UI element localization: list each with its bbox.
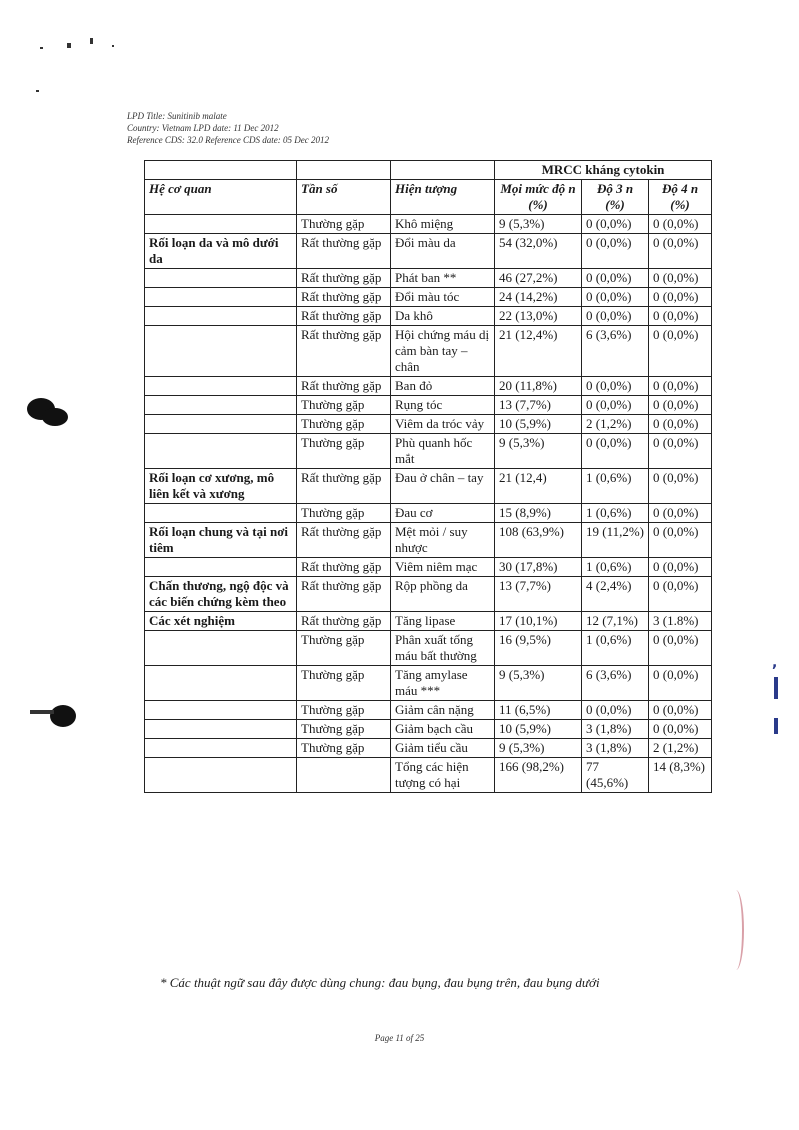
table-row — [145, 215, 712, 234]
table-row — [145, 234, 712, 269]
blank-header-cell — [297, 161, 391, 180]
table-row — [145, 612, 712, 631]
grade3-cell: 19 (11,2%) — [582, 523, 649, 558]
grade4-cell: 14 (8,3%) — [649, 758, 712, 793]
frequency-cell: Thường gặp — [297, 701, 391, 720]
table-row — [145, 415, 712, 434]
frequency-cell: Rất thường gặp — [297, 307, 391, 326]
grade3-cell: 0 (0,0%) — [582, 396, 649, 415]
blank-header-cell — [391, 161, 495, 180]
frequency-cell: Rất thường gặp — [297, 523, 391, 558]
organ-cell — [145, 631, 297, 666]
all-grades-cell: 13 (7,7%) — [495, 577, 582, 612]
frequency-cell: Rất thường gặp — [297, 377, 391, 396]
table-group-header-row — [145, 161, 712, 180]
grade4-cell: 0 (0,0%) — [649, 504, 712, 523]
organ-cell — [145, 758, 297, 793]
organ-cell — [145, 269, 297, 288]
grade3-cell: 6 (3,6%) — [582, 666, 649, 701]
grade4-cell: 3 (1.8%) — [649, 612, 712, 631]
organ-cell — [145, 396, 297, 415]
grade3-cell: 0 (0,0%) — [582, 377, 649, 396]
grade4-cell: 0 (0,0%) — [649, 631, 712, 666]
footnote: * Các thuật ngữ sau đây được dùng chung: đau bụng, đau bụng trên, đau bụng dưới — [160, 975, 600, 990]
grade3-cell: 12 (7,1%) — [582, 612, 649, 631]
grade4-cell: 0 (0,0%) — [649, 415, 712, 434]
all-grades-cell: 9 (5,3%) — [495, 739, 582, 758]
organ-cell: Rối loạn cơ xương, mô liên kết và xương — [145, 469, 297, 504]
event-cell: Phù quanh hốc mắt — [391, 434, 495, 469]
event-cell: Giảm cân nặng — [391, 701, 495, 720]
organ-cell: Chấn thương, ngộ độc và các biến chứng kèm theo — [145, 577, 297, 612]
all-grades-cell: 16 (9,5%) — [495, 631, 582, 666]
event-cell: Đổi màu tóc — [391, 288, 495, 307]
event-cell: Viêm da tróc vảy — [391, 415, 495, 434]
grade3-cell: 0 (0,0%) — [582, 701, 649, 720]
frequency-cell: Thường gặp — [297, 720, 391, 739]
frequency-cell — [297, 758, 391, 793]
table-row — [145, 720, 712, 739]
margin-mark — [774, 718, 778, 734]
header-title: LPD Title: Sunitinib malate — [127, 111, 227, 121]
organ-cell — [145, 434, 297, 469]
event-cell: Tăng amylase máu *** — [391, 666, 495, 701]
all-grades-cell: 21 (12,4%) — [495, 326, 582, 377]
margin-mark — [774, 677, 778, 699]
event-cell: Giảm bạch cầu — [391, 720, 495, 739]
table-column-header-row — [145, 180, 712, 215]
scan-speck — [36, 90, 39, 92]
table-row — [145, 469, 712, 504]
table-row — [145, 739, 712, 758]
all-grades-cell: 17 (10,1%) — [495, 612, 582, 631]
grade3-cell: 6 (3,6%) — [582, 326, 649, 377]
col-header-event: Hiện tượng — [391, 180, 495, 215]
adverse-events-table — [144, 160, 712, 793]
grade3-cell: 0 (0,0%) — [582, 434, 649, 469]
organ-cell — [145, 415, 297, 434]
grade4-cell: 0 (0,0%) — [649, 307, 712, 326]
event-cell: Tổng các hiện tượng có hại — [391, 758, 495, 793]
red-ink-stroke — [728, 890, 744, 970]
table-row — [145, 504, 712, 523]
grade4-cell: 0 (0,0%) — [649, 396, 712, 415]
col-header-grade4: Độ 4 n (%) — [649, 180, 712, 215]
all-grades-cell: 13 (7,7%) — [495, 396, 582, 415]
event-cell: Tăng lipase — [391, 612, 495, 631]
page-number: Page 11 of 25 — [374, 1033, 425, 1043]
col-header-grade3: Độ 3 n (%) — [582, 180, 649, 215]
grade3-cell: 0 (0,0%) — [582, 215, 649, 234]
all-grades-cell: 22 (13,0%) — [495, 307, 582, 326]
grade4-cell: 0 (0,0%) — [649, 326, 712, 377]
scan-speck — [40, 47, 43, 49]
all-grades-cell: 54 (32,0%) — [495, 234, 582, 269]
grade3-cell: 0 (0,0%) — [582, 307, 649, 326]
table-row — [145, 701, 712, 720]
grade3-cell: 1 (0,6%) — [582, 631, 649, 666]
grade3-cell: 1 (0,6%) — [582, 558, 649, 577]
frequency-cell: Rất thường gặp — [297, 558, 391, 577]
event-cell: Phát ban ** — [391, 269, 495, 288]
grade4-cell: 0 (0,0%) — [649, 434, 712, 469]
event-cell: Hội chứng máu dị cảm bàn tay – chân — [391, 326, 495, 377]
table-row — [145, 758, 712, 793]
all-grades-cell: 10 (5,9%) — [495, 415, 582, 434]
grade3-cell: 0 (0,0%) — [582, 288, 649, 307]
grade3-cell: 77 (45,6%) — [582, 758, 649, 793]
table-row — [145, 307, 712, 326]
grade3-cell: 1 (0,6%) — [582, 469, 649, 504]
scan-speck — [112, 45, 114, 47]
all-grades-cell: 21 (12,4) — [495, 469, 582, 504]
event-cell: Mệt mỏi / suy nhược — [391, 523, 495, 558]
organ-cell — [145, 504, 297, 523]
event-cell: Da khô — [391, 307, 495, 326]
group-header: MRCC kháng cytokin — [495, 161, 712, 180]
grade4-cell: 0 (0,0%) — [649, 523, 712, 558]
punch-hole-mark — [42, 408, 68, 426]
frequency-cell: Thường gặp — [297, 396, 391, 415]
frequency-cell: Thường gặp — [297, 666, 391, 701]
grade4-cell: 0 (0,0%) — [649, 701, 712, 720]
all-grades-cell: 9 (5,3%) — [495, 666, 582, 701]
frequency-cell: Rất thường gặp — [297, 577, 391, 612]
organ-cell — [145, 215, 297, 234]
frequency-cell: Thường gặp — [297, 631, 391, 666]
event-cell: Rộp phồng da — [391, 577, 495, 612]
event-cell: Khô miệng — [391, 215, 495, 234]
all-grades-cell: 11 (6,5%) — [495, 701, 582, 720]
all-grades-cell: 108 (63,9%) — [495, 523, 582, 558]
grade4-cell: 0 (0,0%) — [649, 666, 712, 701]
frequency-cell: Rất thường gặp — [297, 469, 391, 504]
all-grades-cell: 15 (8,9%) — [495, 504, 582, 523]
scan-speck — [90, 38, 93, 44]
organ-cell: Rối loạn da và mô dưới da — [145, 234, 297, 269]
organ-cell: Rối loạn chung và tại nơi tiêm — [145, 523, 297, 558]
frequency-cell: Thường gặp — [297, 434, 391, 469]
grade4-cell: 0 (0,0%) — [649, 215, 712, 234]
table-row — [145, 558, 712, 577]
frequency-cell: Rất thường gặp — [297, 269, 391, 288]
table-row — [145, 666, 712, 701]
header-reference: Reference CDS: 32.0 Reference CDS date: 05 Dec 2012 — [127, 135, 330, 145]
all-grades-cell: 20 (11,8%) — [495, 377, 582, 396]
header-country: Country: Vietnam LPD date: 11 Dec 2012 — [127, 123, 279, 133]
grade4-cell: 0 (0,0%) — [649, 269, 712, 288]
organ-cell — [145, 666, 297, 701]
grade4-cell: 0 (0,0%) — [649, 377, 712, 396]
frequency-cell: Rất thường gặp — [297, 612, 391, 631]
all-grades-cell: 24 (14,2%) — [495, 288, 582, 307]
grade3-cell: 2 (1,2%) — [582, 415, 649, 434]
grade3-cell: 4 (2,4%) — [582, 577, 649, 612]
event-cell: Giảm tiểu cầu — [391, 739, 495, 758]
table-row — [145, 523, 712, 558]
table-row — [145, 326, 712, 377]
all-grades-cell: 9 (5,3%) — [495, 215, 582, 234]
grade3-cell: 3 (1,8%) — [582, 739, 649, 758]
grade4-cell: 0 (0,0%) — [649, 288, 712, 307]
grade3-cell: 0 (0,0%) — [582, 269, 649, 288]
col-header-frequency: Tần số — [297, 180, 391, 215]
all-grades-cell: 46 (27,2%) — [495, 269, 582, 288]
grade4-cell: 0 (0,0%) — [649, 469, 712, 504]
organ-cell — [145, 288, 297, 307]
event-cell: Viêm niêm mạc — [391, 558, 495, 577]
event-cell: Đổi màu da — [391, 234, 495, 269]
table-row — [145, 434, 712, 469]
event-cell: Ban đỏ — [391, 377, 495, 396]
col-header-all-grades: Mọi mức độ n (%) — [495, 180, 582, 215]
organ-cell — [145, 720, 297, 739]
all-grades-cell: 166 (98,2%) — [495, 758, 582, 793]
document-header — [127, 110, 329, 146]
organ-cell — [145, 739, 297, 758]
all-grades-cell: 9 (5,3%) — [495, 434, 582, 469]
grade3-cell: 1 (0,6%) — [582, 504, 649, 523]
event-cell: Phân xuất tống máu bất thường — [391, 631, 495, 666]
grade3-cell: 0 (0,0%) — [582, 234, 649, 269]
organ-cell — [145, 558, 297, 577]
scan-speck — [30, 710, 54, 714]
organ-cell — [145, 307, 297, 326]
blank-header-cell — [145, 161, 297, 180]
punch-hole-mark — [50, 705, 76, 727]
event-cell: Đau cơ — [391, 504, 495, 523]
grade4-cell: 0 (0,0%) — [649, 720, 712, 739]
all-grades-cell: 10 (5,9%) — [495, 720, 582, 739]
table-row — [145, 377, 712, 396]
frequency-cell: Rất thường gặp — [297, 288, 391, 307]
margin-mark: , — [772, 655, 778, 671]
frequency-cell: Thường gặp — [297, 739, 391, 758]
grade4-cell: 2 (1,2%) — [649, 739, 712, 758]
frequency-cell: Thường gặp — [297, 415, 391, 434]
col-header-organ: Hệ cơ quan — [145, 180, 297, 215]
frequency-cell: Thường gặp — [297, 504, 391, 523]
table-row — [145, 631, 712, 666]
table-row — [145, 288, 712, 307]
frequency-cell: Thường gặp — [297, 215, 391, 234]
frequency-cell: Rất thường gặp — [297, 234, 391, 269]
table-row — [145, 269, 712, 288]
all-grades-cell: 30 (17,8%) — [495, 558, 582, 577]
grade4-cell: 0 (0,0%) — [649, 234, 712, 269]
organ-cell: Các xét nghiệm — [145, 612, 297, 631]
grade3-cell: 3 (1,8%) — [582, 720, 649, 739]
frequency-cell: Rất thường gặp — [297, 326, 391, 377]
grade4-cell: 0 (0,0%) — [649, 577, 712, 612]
organ-cell — [145, 701, 297, 720]
event-cell: Đau ở chân – tay — [391, 469, 495, 504]
scan-speck — [67, 43, 71, 48]
table-row — [145, 396, 712, 415]
organ-cell — [145, 377, 297, 396]
organ-cell — [145, 326, 297, 377]
grade4-cell: 0 (0,0%) — [649, 558, 712, 577]
event-cell: Rụng tóc — [391, 396, 495, 415]
table-row — [145, 577, 712, 612]
